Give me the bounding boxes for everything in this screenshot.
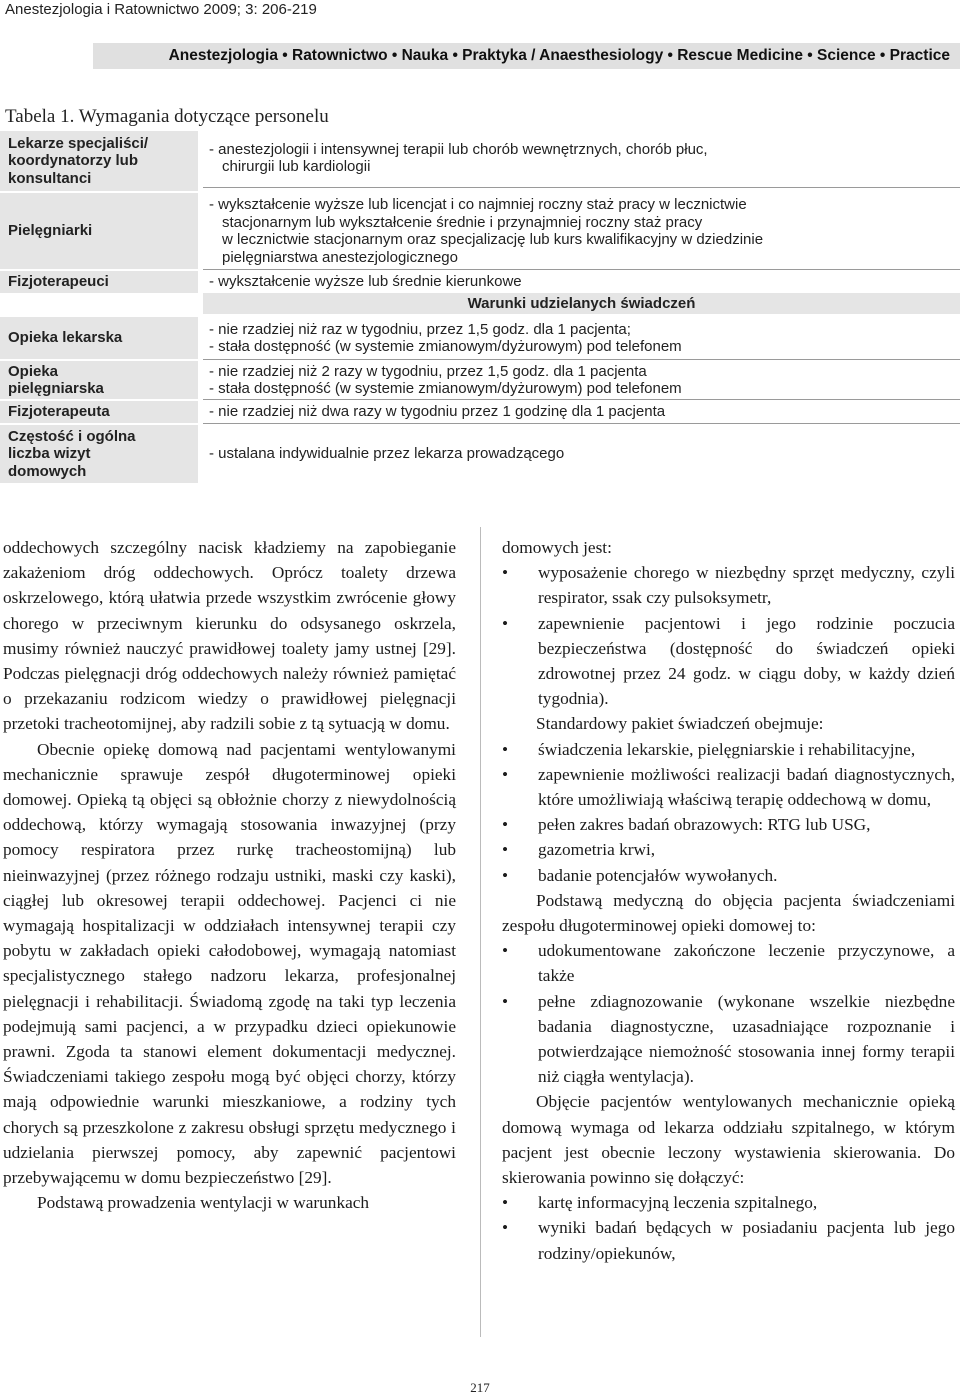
row-value: - wykształcenie wyższe lub licencjat i co najmniej roczny staż pracy w lecznictwie stacjonarnym lub wykształcenie średnie i przynajmniej roczny staż pracy w lecznictwie stacjonarnym oraz specjalizację lub kurs kwalifikacyjny w dziedzinie pielęgniarstwa anestezjologicznego bbox=[209, 196, 764, 266]
bullet-icon: • bbox=[502, 840, 509, 860]
row-value: - nie rzadziej niż dwa razy w tygodniu przez 1 godzinę dla 1 pacjenta bbox=[209, 403, 666, 421]
paragraph: Standardowy pakiet świadczeń obejmuje: bbox=[536, 714, 824, 734]
table-rule bbox=[203, 269, 960, 270]
bullet-icon: • bbox=[502, 739, 509, 759]
row-label: Opieka lekarska bbox=[0, 317, 198, 359]
paragraph: Podstawą prowadzenia wentylacji w warunkach bbox=[37, 1193, 370, 1213]
page-number: 217 bbox=[470, 1380, 490, 1395]
list-item: • badanie potencjałów wywołanych. bbox=[502, 863, 955, 888]
bullet-list bbox=[502, 938, 955, 1089]
list-item: • świadczenia lekarskie, pielęgniarskie i rehabilitacyjne, bbox=[502, 737, 955, 762]
table-row bbox=[0, 425, 960, 483]
row-label: Opieka pielęgniarska bbox=[0, 361, 198, 399]
row-label: Fizjoterapeuci bbox=[0, 271, 198, 293]
right-text-column bbox=[502, 535, 955, 1266]
table-row bbox=[0, 317, 960, 359]
bullet-list bbox=[502, 737, 955, 888]
bullet-list bbox=[502, 560, 955, 711]
paragraph: domowych jest: bbox=[502, 538, 612, 557]
row-label: Fizjoterapeuta bbox=[0, 401, 198, 423]
list-item: • kartę informacyjną leczenia szpitalnego, bbox=[502, 1190, 955, 1215]
list-item: • pełne zdiagnozowanie (wykonane wszelkie niezbędne badania diagnostyczne, uzasadniające rozpoznanie i potwierdzające niemożność stosowania innej formy terapii niż ciągła wentylacja). bbox=[502, 989, 955, 1090]
paragraph: Obecnie opiekę domową nad pacjentami wentylowanymi mechanicznie sprawuje zespół długoterminowej opieki domowej. Opieką tą objęci są obłożnie chorzy z niewydolnością oddechową, którzy wymagają stosowania inwazyjnej (przy pomocy respiratora przez rurkę tracheostomijną) lub nieinwazyjnej (przez różnego rodzaju ustniki, maski czy kaski), ciągłej lub okresowej terapii oddechowej. Pacjenci ci nie wymagają hospitalizacji w oddziałach intensywnej terapii czy pobytu w zakładach opieki całodobowej, wymagają natomiast specjalistycznego stałego nadzoru lekarza, profesjonalnej pielęgnacji i rehabilitacji. Świadomą zgodę na taki typ leczenia podejmują sami pacjenci, a w przypadku dzieci opiekunowie prawni. Zgoda ta stanowi element dokumentacji medycznej. Świadczeniami takiego zespołu mogą być objęci chorzy, którzy mają odpowiednie warunki mieszkaniowe, a rodziny tych chorych są przeszkolone z zakresu obsługi sprzętu medycznego i udzielania pierwszej pomocy, aby zapewnić pacjentowi przebywającemu w domu bezpieczeństwo [29]. bbox=[3, 739, 456, 1188]
bullet-icon: • bbox=[502, 1193, 509, 1213]
bullet-icon: • bbox=[502, 815, 509, 835]
list-item: • udokumentowane zakończone leczenie przyczynowe, a także bbox=[502, 938, 955, 988]
table-rule bbox=[203, 187, 960, 188]
table-row bbox=[0, 361, 960, 401]
row-value: - anestezjologii i intensywnej terapii lub chorób wewnętrznych, chorób płuc, chirurgii lub kardiologii bbox=[209, 140, 708, 175]
left-text-column bbox=[3, 535, 456, 1215]
list-item: • zapewnienie pacjentowi i jego rodzinie poczucia bezpieczeństwa (dostępność do świadczeń opieki zdrowotnej przez 24 godz. w ciągu doby, w każdy dzień tygodnia). bbox=[502, 611, 955, 712]
paragraph: Podstawą medyczną do objęcia pacjenta świadczeniami zespołu długoterminowej opieki domowej to: bbox=[502, 890, 955, 936]
table-rule bbox=[203, 359, 960, 360]
list-item: • wyposażenie chorego w niezbędny sprzęt medyczny, czyli respirator, ssak czy pulsoksymetr, bbox=[502, 560, 955, 610]
bullet-icon: • bbox=[502, 613, 509, 633]
list-item: • pełen zakres badań obrazowych: RTG lub USG, bbox=[502, 812, 955, 837]
row-label: Lekarze specjaliści/ koordynatorzy lub konsultanci bbox=[0, 131, 198, 191]
list-item: • gazometria krwi, bbox=[502, 837, 955, 862]
table-rule bbox=[203, 423, 960, 424]
table-row bbox=[0, 193, 960, 271]
row-label: Częstość i ogólna liczba wizyt domowych bbox=[0, 425, 198, 483]
table-row bbox=[0, 271, 960, 293]
list-item: • zapewnienie możliwości realizacji badań diagnostycznych, które umożliwiają właściwą terapię oddechową w domu, bbox=[502, 762, 955, 812]
bullet-icon: • bbox=[502, 991, 509, 1011]
row-value: - wykształcenie wyższe lub średnie kierunkowe bbox=[209, 273, 522, 291]
paragraph: Objęcie pacjentów wentylowanych mechanicznie opieką domową wymaga od lekarza oddziału szpitalnego, w którym pacjent jest obecnie leczony wystawienia skierowania. Do skierowania powinno się dołączyć: bbox=[502, 1092, 955, 1188]
table-caption: Tabela 1. Wymagania dotyczące personelu bbox=[5, 106, 329, 127]
bullet-icon: • bbox=[502, 563, 509, 583]
list-item: • wyniki badań będących w posiadaniu pacjenta lub jego rodziny/opiekunów, bbox=[502, 1215, 955, 1265]
bullet-icon: • bbox=[502, 941, 509, 961]
paragraph: oddechowych szczególny nacisk kładziemy na zapobieganie zakażeniom dróg oddechowych. Oprócz toalety drzewa oskrzelowego, którą ułatwia przede wszystkim zwrócenie głowy chorego w przeciwnym kierunku do odsysanego oskrzela, musimy również nauczyć prawidłowej toalety jamy ustnej [29]. Podczas pielęgnacji dróg oddechowych należy również pamiętać o przekazaniu rodzicom wiedzy o prawidłowej pielęgnacji przetoki tracheotomijnej, aby radzili sobie z tą sytuacją w domu. bbox=[3, 538, 456, 734]
bullet-icon: • bbox=[502, 865, 509, 885]
row-value: - ustalana indywidualnie przez lekarza prowadzącego bbox=[209, 445, 565, 463]
column-divider bbox=[480, 527, 481, 1337]
bullet-icon: • bbox=[502, 1218, 509, 1238]
table-subheader: Warunki udzielanych świadczeń bbox=[203, 293, 960, 314]
table-row bbox=[0, 401, 960, 423]
journal-reference: Anestezjologia i Ratownictwo 2009; 3: 206-219 bbox=[5, 1, 317, 18]
row-label: Pielęgniarki bbox=[0, 193, 198, 269]
table-row bbox=[0, 131, 960, 191]
row-value: - nie rzadziej niż raz w tygodniu, przez 1,5 godz. dla 1 pacjenta; - stała dostępność (w systemie zmianowym/dyżurowym) pod telefonem bbox=[209, 320, 682, 355]
row-value: - nie rzadziej niż 2 razy w tygodniu, przez 1,5 godz. dla 1 pacjenta - stała dostępność (w systemie zmianowym/dyżurowym) pod telefonem bbox=[209, 362, 682, 397]
table-rule bbox=[203, 399, 960, 400]
journal-header-bar: Anestezjologia • Ratownictwo • Nauka • Praktyka / Anaesthesiology • Rescue Medicine • Science • Practice bbox=[93, 43, 960, 69]
bullet-list bbox=[502, 1190, 955, 1266]
bullet-icon: • bbox=[502, 764, 509, 784]
